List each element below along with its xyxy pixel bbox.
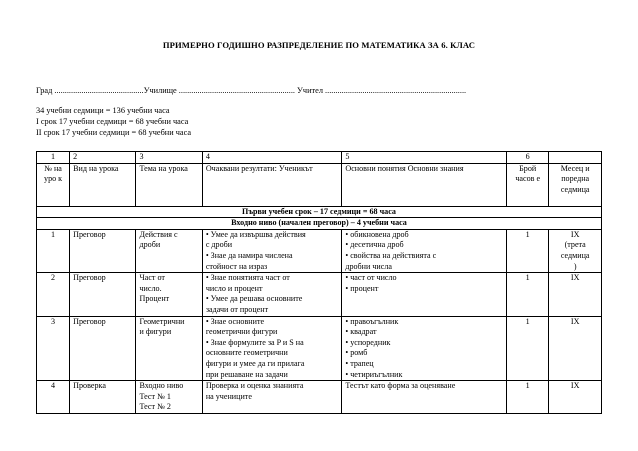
lesson-topic-cell	[136, 381, 202, 414]
hours-count-cell: 1	[507, 273, 549, 316]
core-concepts-cell	[342, 273, 507, 316]
lesson-topic-line: и фигури	[139, 327, 172, 337]
lesson-type-cell: Преговор	[70, 273, 136, 316]
hours-count-cell: 1	[507, 229, 549, 272]
col-number-7	[549, 152, 602, 164]
core-concepts-line: • ромб	[345, 348, 368, 358]
expected-results-line: фигури и умее да ги прилага	[205, 358, 305, 368]
col-number-1: 1	[37, 152, 70, 164]
month-week-line: IX	[570, 273, 580, 283]
month-week-line: (трета	[564, 240, 586, 250]
lesson-rows	[37, 229, 602, 413]
core-concepts-line: • успоредник	[345, 337, 391, 347]
header-month-week: Месец и поредна седмица	[549, 163, 602, 206]
month-week-line: IX	[570, 229, 580, 239]
table-row	[37, 316, 602, 381]
expected-results-line: геометрични фигури	[205, 327, 278, 337]
table-row	[37, 381, 602, 414]
month-week-cell	[549, 273, 602, 316]
lesson-topic-cell	[136, 229, 202, 272]
lesson-type-cell: Преговор	[70, 229, 136, 272]
core-concepts-line: • свойства на действията с	[345, 250, 437, 260]
core-concepts-line: • трапец	[345, 358, 374, 368]
expected-results-cell	[202, 229, 342, 272]
col-number-2: 2	[70, 152, 136, 164]
core-concepts-line: • обикновена дроб	[345, 229, 409, 239]
lesson-topic-line: Действия с	[139, 229, 178, 239]
table-row	[37, 229, 602, 272]
lesson-topic-line: Процент	[139, 294, 170, 304]
schedule-table	[36, 151, 602, 414]
hours-total: 34 учебни седмици = 136 учебни часа	[36, 106, 170, 115]
lesson-topic-line: Геометрични	[139, 316, 185, 326]
lesson-number-cell: 3	[37, 316, 70, 381]
header-hours-count: Брой часов е	[507, 163, 549, 206]
core-concepts-line: Тестът като форма за оценяване	[345, 381, 456, 391]
term-heading: Първи учебен срок – 17 седмици = 68 часа	[37, 206, 602, 218]
month-week-line: седмица	[560, 250, 590, 260]
expected-results-line: число и процент	[205, 283, 263, 293]
term-heading-row	[37, 206, 602, 218]
month-week-cell	[549, 381, 602, 414]
lesson-type-cell: Проверка	[70, 381, 136, 414]
lesson-topic-line: дроби	[139, 240, 161, 250]
lesson-type-cell: Преговор	[70, 316, 136, 381]
expected-results-line: • Знае понятията част от	[205, 273, 290, 283]
header-lesson-type: Вид на урока	[70, 163, 136, 206]
expected-results-line: • Знае основните	[205, 316, 265, 326]
lesson-topic-line: Тест № 2	[139, 402, 171, 412]
expected-results-line: • Знае формулите за P и S на	[205, 337, 304, 347]
col-number-3: 3	[136, 152, 202, 164]
col-number-6: 6	[507, 152, 549, 164]
expected-results-line: • Умее да решава основните	[205, 294, 303, 304]
hours-count-cell: 1	[507, 316, 549, 381]
core-concepts-line: • част от число	[345, 273, 397, 283]
lesson-topic-line: Входно ниво	[139, 381, 184, 391]
col-number-5: 5	[342, 152, 507, 164]
expected-results-line: Проверка и оценка знанията	[205, 381, 304, 391]
expected-results-cell	[202, 273, 342, 316]
expected-results-cell	[202, 381, 342, 414]
header-lesson-topic: Тема на урока	[136, 163, 202, 206]
core-concepts-line: • четириъгълник	[345, 369, 403, 379]
expected-results-line: при решаване на задачи	[205, 369, 288, 379]
core-concepts-line: • процент	[345, 283, 379, 293]
core-concepts-line: • десетична дроб	[345, 240, 404, 250]
core-concepts-line: дробни числа	[345, 261, 392, 271]
section-heading-row	[37, 218, 602, 230]
expected-results-line: с дроби	[205, 240, 233, 250]
lesson-topic-line: число.	[139, 283, 162, 293]
core-concepts-cell	[342, 316, 507, 381]
lesson-topic-cell	[136, 273, 202, 316]
lesson-number-cell: 2	[37, 273, 70, 316]
col-number-4: 4	[202, 152, 342, 164]
header-core-concepts: Основни понятия Основни знания	[342, 163, 507, 206]
expected-results-line: основните геометрични	[205, 348, 288, 358]
hours-term-2: II срок 17 учебни седмици = 68 учебни часа	[36, 128, 192, 137]
school-info-line: Град ...........................................Училище ........................................................ Учител ....................................................................	[36, 86, 467, 95]
column-number-row	[37, 152, 602, 164]
core-concepts-line: • правоъгълник	[345, 316, 399, 326]
document-title: ПРИМЕРНО ГОДИШНО РАЗПРЕДЕЛЕНИЕ ПО МАТЕМАТИКА ЗА 6. КЛАС	[162, 40, 476, 50]
lesson-number-cell: 1	[37, 229, 70, 272]
lesson-topic-cell	[136, 316, 202, 381]
expected-results-cell	[202, 316, 342, 381]
lesson-topic-line: Тест № 1	[139, 391, 171, 401]
month-week-line: IX	[570, 381, 580, 391]
table-row	[37, 273, 602, 316]
month-week-cell	[549, 316, 602, 381]
month-week-line: IX	[570, 316, 580, 326]
core-concepts-line: • квадрат	[345, 327, 377, 337]
expected-results-line: • Знае да намира числена	[205, 250, 293, 260]
expected-results-line: • Умее да извършва действия	[205, 229, 306, 239]
core-concepts-cell	[342, 229, 507, 272]
hours-term-1: I срок 17 учебни седмици = 68 учебни часа	[36, 117, 189, 126]
core-concepts-cell	[342, 381, 507, 414]
expected-results-line: стойност на израз	[205, 261, 268, 271]
hours-count-cell: 1	[507, 381, 549, 414]
month-week-cell	[549, 229, 602, 272]
section-heading: Входно ниво (начален преговор) – 4 учебни часа	[37, 218, 602, 230]
lesson-topic-line: Част от	[139, 273, 165, 283]
header-expected-results: Очаквани резултати: Ученикът	[202, 163, 342, 206]
expected-results-line: задачи от процент	[205, 304, 269, 314]
lesson-number-cell: 4	[37, 381, 70, 414]
month-week-line: )	[573, 261, 577, 271]
column-header-row	[37, 163, 602, 206]
expected-results-line: на учениците	[205, 391, 252, 401]
header-lesson-number: № на уро к	[37, 163, 70, 206]
